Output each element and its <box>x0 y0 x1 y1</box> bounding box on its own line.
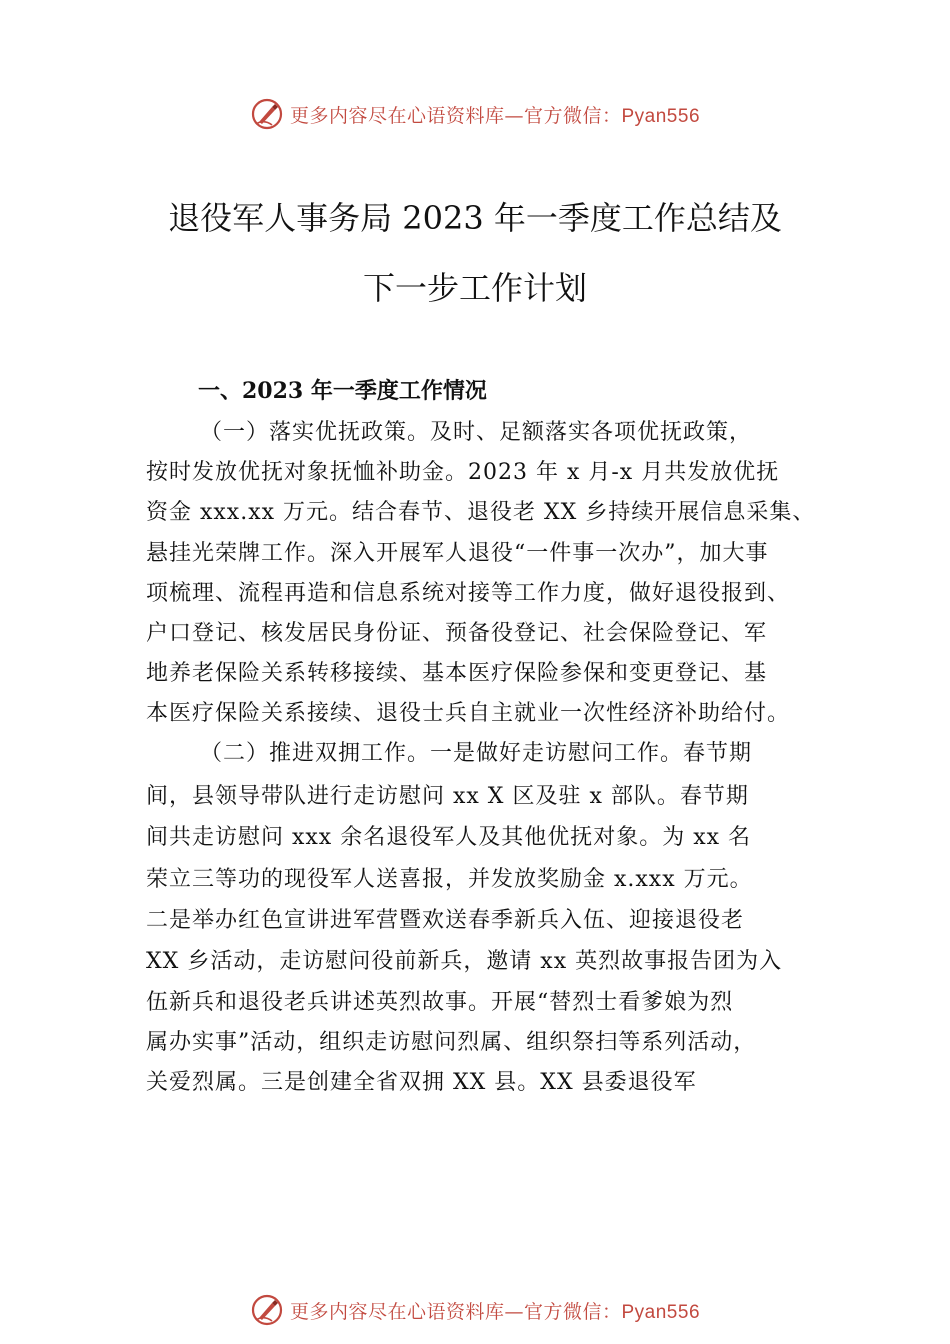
body-line: 地养老保险关系转移接续、基本医疗保险参保和变更登记、基 <box>146 661 768 686</box>
body-line: 间，县领导带队进行走访慰问 xx X 区及驻 x 部队。春节期 <box>146 784 749 809</box>
watermark-wechat-id: Pyan556 <box>621 1301 701 1323</box>
body-line: 间共走访慰问 xxx 余名退役军人及其他优抚对象。为 xx 名 <box>146 825 752 850</box>
body-line: 项梳理、流程再造和信息系统对接等工作力度，做好退役报到、 <box>146 581 791 606</box>
watermark-header <box>0 94 950 134</box>
body-line: 本医疗保险关系接续、退役士兵自主就业一次性经济补助给付。 <box>146 701 791 726</box>
watermark-footer <box>0 1290 950 1330</box>
body-line: 资金 xxx.xx 万元。结合春节、退役老 XX 乡持续开展信息采集、 <box>146 500 816 525</box>
body-line: 伍新兵和退役老兵讲述英烈故事。开展“替烈士看爹娘为烈 <box>146 990 734 1015</box>
body-line: 二是举办红色宣讲进军营暨欢送春季新兵入伍、迎接退役老 <box>146 908 745 933</box>
body-line: 户口登记、核发居民身份证、预备役登记、社会保险登记、军 <box>146 621 768 646</box>
document-title-line-2: 下一步工作计划 <box>362 269 587 307</box>
body-line: 荣立三等功的现役军人送喜报，并发放奖励金 x.xxx 万元。 <box>146 867 753 892</box>
pen-logo-icon <box>250 97 284 131</box>
body-line: XX 乡活动，走访慰问役前新兵，邀请 xx 英烈故事报告团为入 <box>146 949 783 974</box>
watermark-text: 更多内容尽在心语资料库—官方微信： <box>289 104 622 127</box>
document-title-line-1: 退役军人事务局 2023 年一季度工作总结及 <box>168 199 782 237</box>
pen-logo-icon <box>250 1293 284 1327</box>
body-line: 关爱烈属。三是创建全省双拥 XX 县。XX 县委退役军 <box>146 1070 697 1095</box>
watermark-text: 更多内容尽在心语资料库—官方微信： <box>289 1300 622 1323</box>
body-line: 悬挂光荣牌工作。深入开展军人退役“一件事一次办”，加大事 <box>146 541 769 566</box>
body-line: 按时发放优抚对象抚恤补助金。2023 年 x 月-x 月共发放优抚 <box>146 460 780 485</box>
watermark-wechat-id: Pyan556 <box>621 105 701 127</box>
section-heading: 一、2023 年一季度工作情况 <box>198 378 487 404</box>
body-line: 属办实事”活动，组织走访慰问烈属、组织祭扫等系列活动， <box>146 1030 757 1055</box>
body-line: （一）落实优抚政策。及时、足额落实各项优抚政策， <box>200 420 753 445</box>
body-line: （二）推进双拥工作。一是做好走访慰问工作。春节期 <box>200 741 753 766</box>
